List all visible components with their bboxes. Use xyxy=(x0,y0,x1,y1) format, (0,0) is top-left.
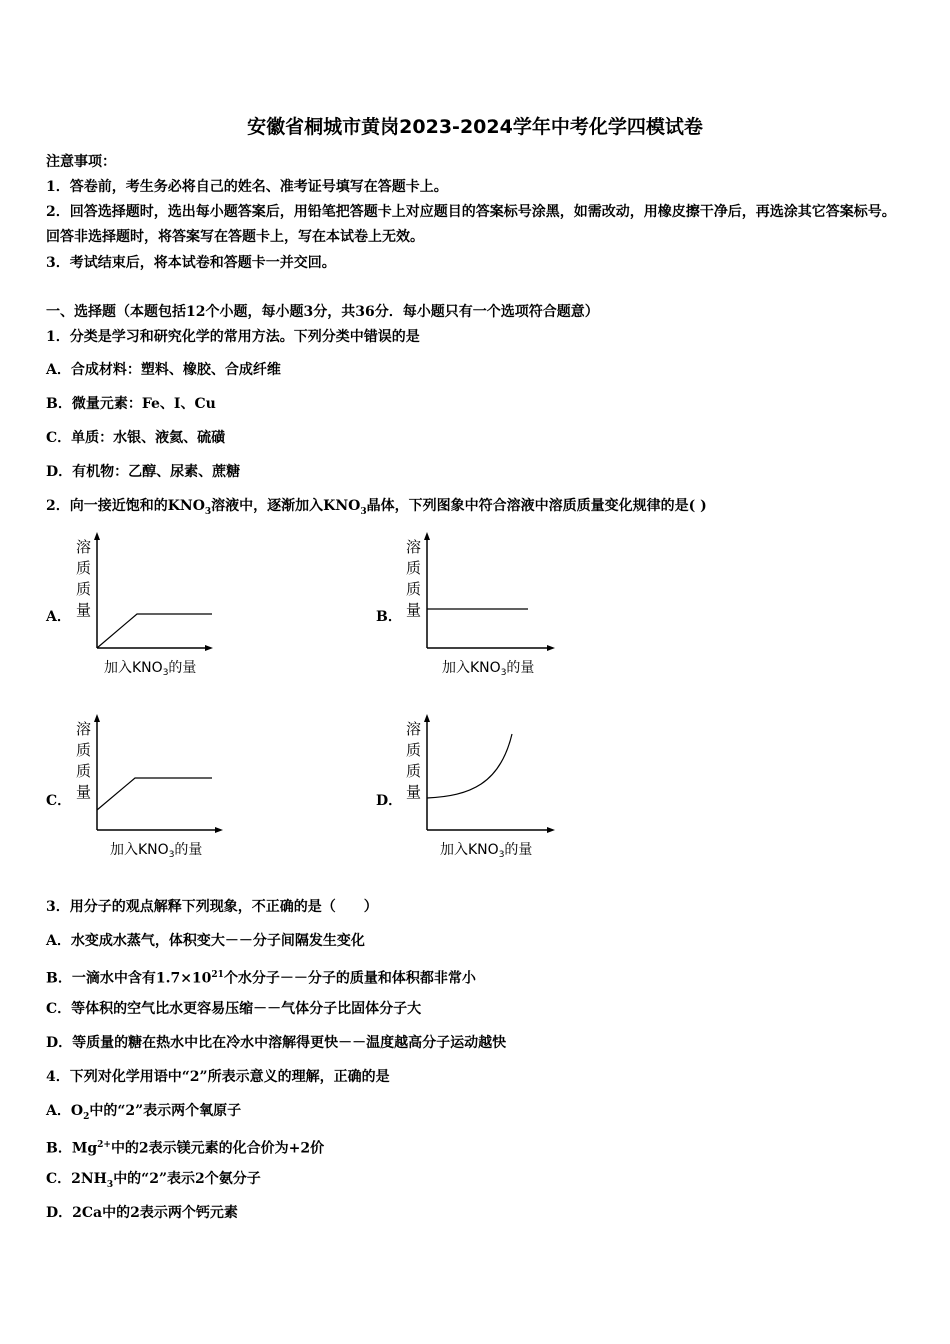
x-label: 加入$KNO_3$的量 xyxy=(440,842,533,860)
notice-heading: 注意事项： xyxy=(46,154,116,170)
q2-graph-c-curve xyxy=(97,778,212,810)
q4-option-b: B．$Mg^{2+}$中的2表示镁元素的化合价为+2价 xyxy=(46,1140,325,1157)
q2-graph-d-curve xyxy=(427,734,512,798)
q4-option-c: C．$2NH_3$中的“2”表示2个氨分子 xyxy=(46,1171,261,1190)
q1-option-b: B．微量元素：Fe、I、Cu xyxy=(46,396,216,412)
q2-option-d-label: D． xyxy=(376,793,403,809)
y-label-2: 质 xyxy=(406,559,422,577)
q3-stem: 3．用分子的观点解释下列现象，不正确的是（ ） xyxy=(46,899,378,915)
q3-option-b: B．一滴水中含有$1.7\times 10^{21}$个水分子－－分子的质量和体积都非常小 xyxy=(46,970,476,987)
y-label-2: 质 xyxy=(76,741,92,759)
y-label-2: 质 xyxy=(406,741,422,759)
q1-option-a: A．合成材料：塑料、橡胶、合成纤维 xyxy=(46,362,281,378)
y-label-2: 质 xyxy=(76,559,92,577)
section-heading: 一、选择题（本题包括12个小题，每小题3分，共36分．每小题只有一个选项符合题意） xyxy=(46,304,599,320)
x-label: 加入$KNO_3$的量 xyxy=(104,660,197,678)
q1-option-d: D．有机物：乙醇、尿素、蔗糖 xyxy=(46,464,241,480)
y-label-1: 溶 xyxy=(76,538,92,556)
notice-item-1: 1．答卷前，考生务必将自己的姓名、准考证号填写在答题卡上。 xyxy=(46,179,448,195)
q2-graph-a-curve xyxy=(97,614,212,648)
q2-stem: 2．向一接近饱和的$KNO_3$溶液中，逐渐加入$KNO_3$晶体，下列图象中符合溶液中溶质质量变化规律的是( ) xyxy=(46,498,707,517)
x-label: 加入$KNO_3$的量 xyxy=(110,842,203,860)
y-label-4: 量 xyxy=(76,783,92,801)
notice-item-3: 3．考试结束后，将本试卷和答题卡一并交回。 xyxy=(46,255,336,271)
q2-option-a-label: A． xyxy=(46,609,71,625)
q4-stem: 4．下列对化学用语中“2”所表示意义的理解，正确的是 xyxy=(46,1069,390,1085)
q2-graph-b xyxy=(400,530,580,680)
q2-graph-a xyxy=(70,530,250,680)
x-label: 加入$KNO_3$的量 xyxy=(442,660,535,678)
q2-graph-c xyxy=(70,712,250,862)
q3-option-c: C．等体积的空气比水更容易压缩－－气体分子比固体分子大 xyxy=(46,1001,422,1017)
y-label-3: 质 xyxy=(406,762,422,780)
y-label-3: 质 xyxy=(76,580,92,598)
y-label-4: 量 xyxy=(406,783,422,801)
q4-option-d: D．2Ca中的2表示两个钙元素 xyxy=(46,1205,238,1221)
q3-option-d: D．等质量的糖在热水中比在冷水中溶解得更快－－温度越高分子运动越快 xyxy=(46,1035,507,1051)
q3-option-a: A．水变成水蒸气，体积变大－－分子间隔发生变化 xyxy=(46,933,365,949)
q1-option-c: C．单质：水银、液氦、硫磺 xyxy=(46,430,226,446)
y-label-1: 溶 xyxy=(406,538,422,556)
q1-stem: 1．分类是学习和研究化学的常用方法。下列分类中错误的是 xyxy=(46,329,420,345)
q2-graph-d xyxy=(400,712,580,862)
exam-title: 安徽省桐城市黄岗2023-2024学年中考化学四模试卷 xyxy=(247,116,703,138)
q2-option-c-label: C． xyxy=(46,793,72,809)
q4-option-a: A．$O_2$中的“2”表示两个氧原子 xyxy=(46,1103,242,1122)
y-label-4: 量 xyxy=(76,601,92,619)
y-label-1: 溶 xyxy=(76,720,92,738)
y-label-3: 质 xyxy=(406,580,422,598)
notice-item-2: 2．回答选择题时，选出每小题答案后，用铅笔把答题卡上对应题目的答案标号涂黑，如需改动，用橡皮擦干净后，再选涂其它答案标号。回答非选择题时，将答案写在答题卡上，写在本试卷上无效。 xyxy=(46,204,896,245)
y-label-4: 量 xyxy=(406,601,422,619)
y-label-3: 质 xyxy=(76,762,92,780)
q2-option-b-label: B． xyxy=(376,609,402,625)
y-label-1: 溶 xyxy=(406,720,422,738)
